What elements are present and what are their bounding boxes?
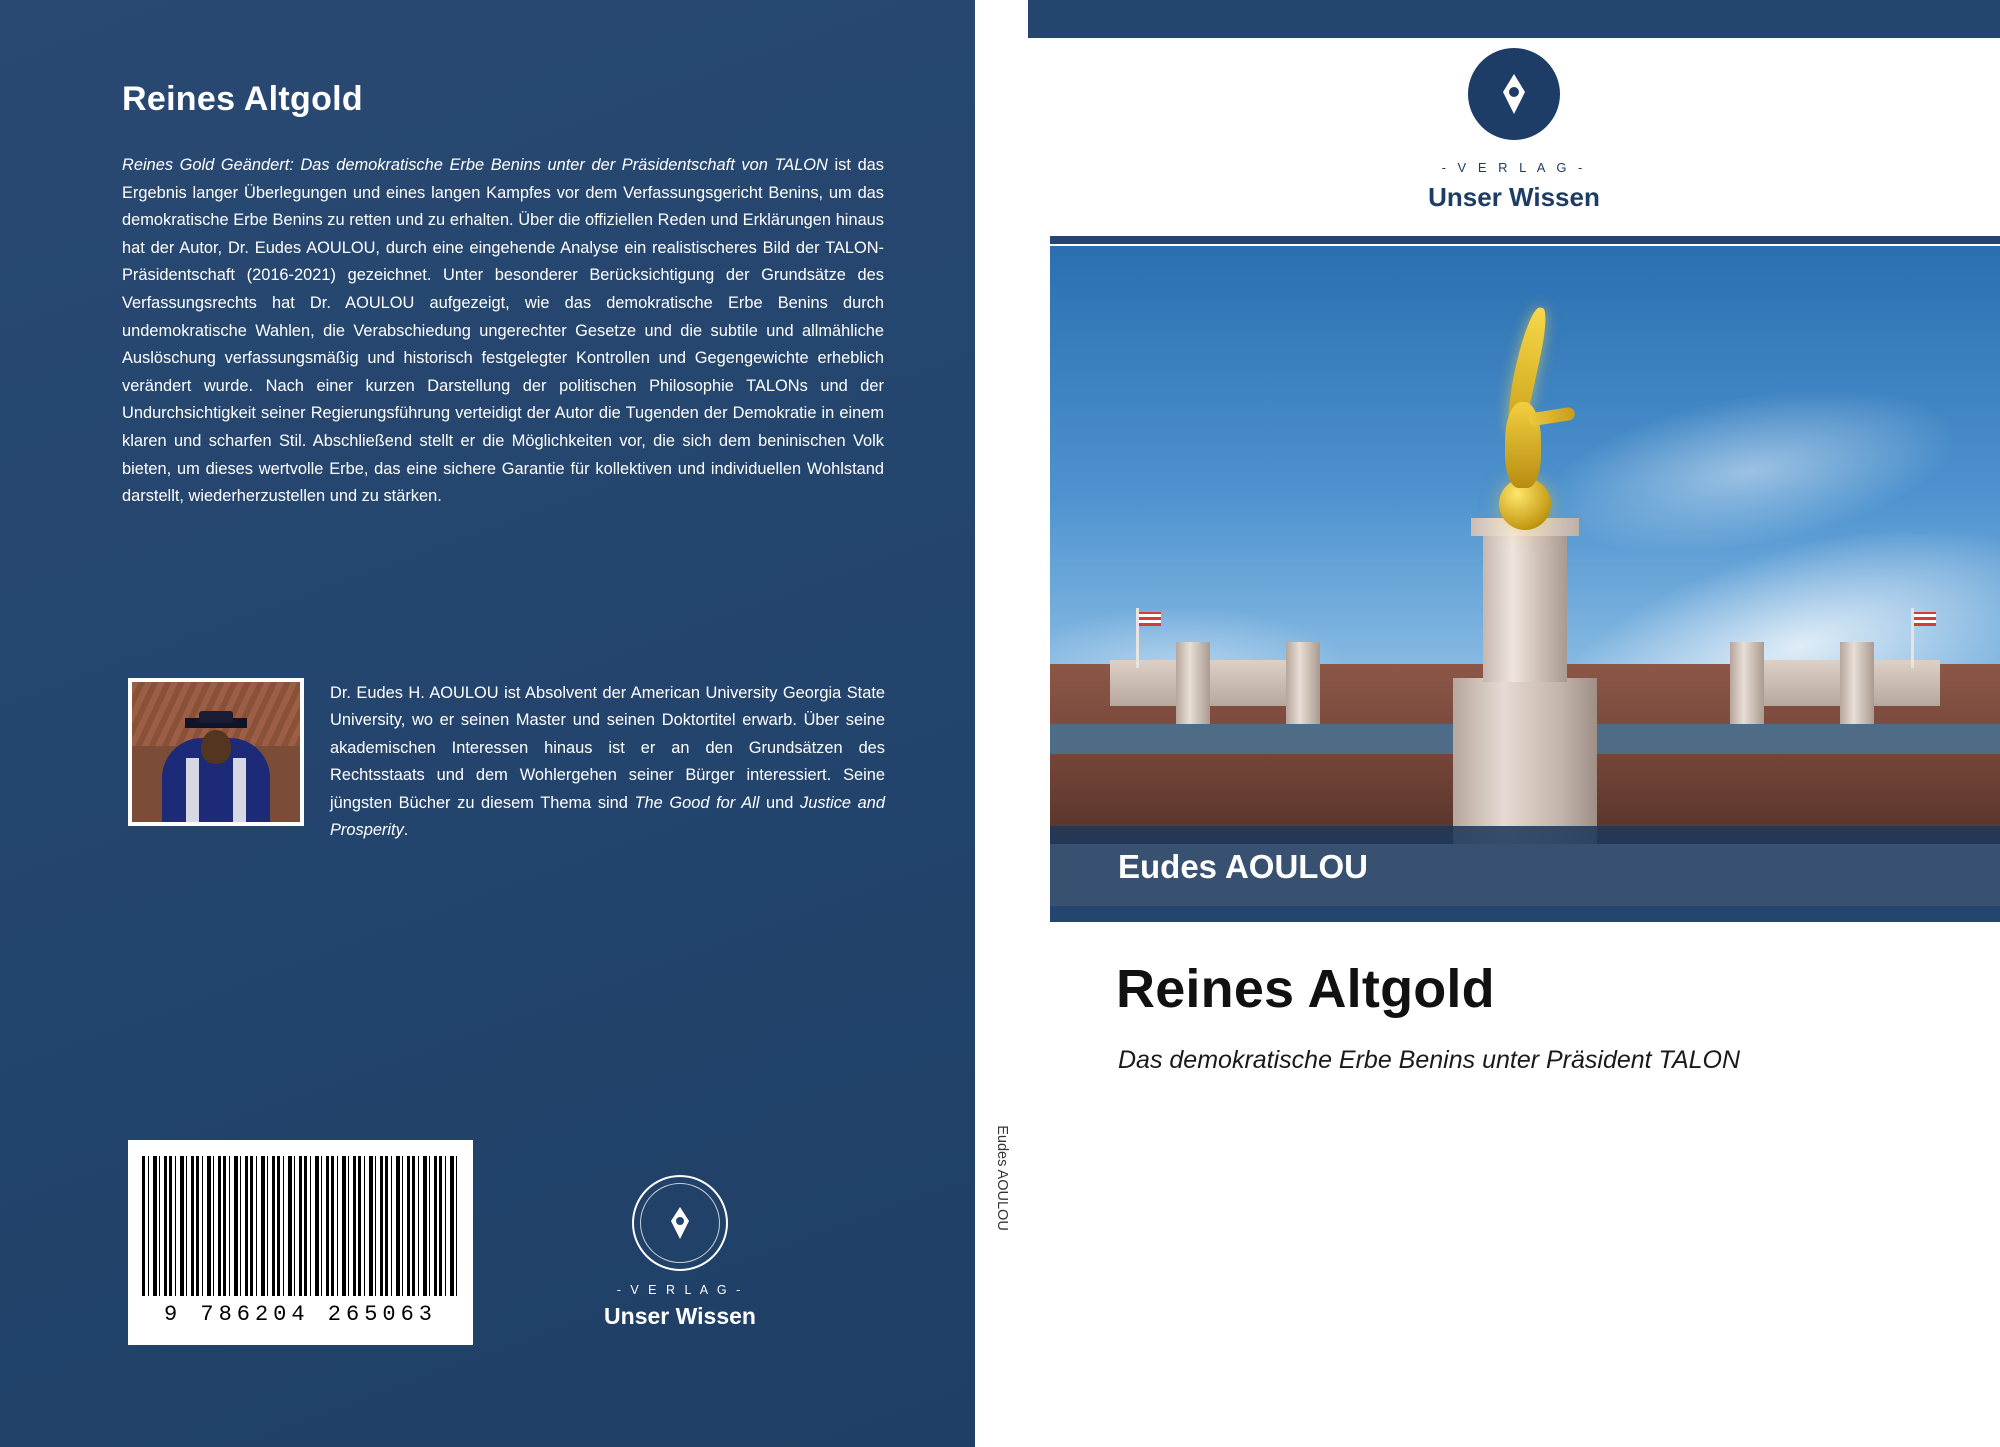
bio-conjunction: und	[759, 793, 801, 812]
front-cover-top-bar	[1028, 0, 2000, 38]
back-cover-title: Reines Altgold	[122, 80, 363, 118]
back-publisher-logo	[600, 1175, 760, 1330]
pillar-3	[1730, 642, 1764, 724]
author-biography	[330, 680, 885, 844]
front-author-band	[1050, 826, 2000, 906]
barcode-bars	[142, 1156, 459, 1296]
bio-book-title-2: Justice and Prosperity	[330, 793, 885, 840]
author-photo-frame	[128, 678, 304, 826]
bio-end: .	[403, 821, 409, 840]
pillar-1	[1176, 642, 1210, 724]
photo-stole-left	[186, 758, 199, 822]
author-photo	[132, 682, 300, 822]
blurb-italic-lead: Reines Gold Geändert: Das demokratische Erbe Benins unter der Präsidentschaft von TALON	[122, 156, 828, 174]
spine-author-name: Eudes AOULOU	[993, 1125, 1010, 1231]
monument-column	[1483, 532, 1567, 682]
golden-angel-statue	[1469, 306, 1581, 526]
front-publisher-verlag-label: - V E R L A G -	[1441, 160, 1587, 175]
publisher-seal-icon	[632, 1175, 728, 1271]
pen-nib-icon	[1468, 48, 1560, 140]
back-cover-blurb	[122, 152, 884, 511]
front-cover-title: Reines Altgold	[1116, 959, 1495, 1019]
photo-cap-top	[199, 711, 233, 723]
back-cover	[0, 0, 975, 1447]
monument-pedestal	[1453, 678, 1597, 844]
front-publisher-name: Unser Wissen	[1428, 182, 1600, 212]
front-publisher-logo	[1028, 48, 2000, 213]
bio-part-1: Dr. Eudes H. AOULOU ist Absolvent der American University Georgia State University, wo er seinen Master und seinen Doktortitel erwarb. Über seine akademischen Interessen hinaus ist er an den Grundsätzen des Rechtsstaats und dem Wohlergehen seiner Bürger interessiert. Seine jüngsten Bücher zu diesem Thema sind	[330, 684, 885, 812]
back-publisher-verlag-label: - V E R L A G -	[616, 1283, 744, 1297]
isbn-barcode	[128, 1140, 473, 1345]
front-band-bottom	[1050, 906, 2000, 922]
pillar-4	[1840, 642, 1874, 724]
back-publisher-name: Unser Wissen	[604, 1303, 756, 1329]
bio-book-title-1: The Good for All	[634, 793, 760, 812]
flag-right	[1911, 608, 1914, 668]
pillar-2	[1286, 642, 1320, 724]
flag-left	[1136, 608, 1139, 668]
cover-photograph	[1050, 246, 2000, 844]
photo-face	[201, 730, 231, 764]
photo-stole-right	[233, 758, 246, 822]
blurb-rest: ist das Ergebnis langer Überlegungen und eines langen Kampfes vor dem Verfassungsgericht Benins, um das demokratische Erbe Benins zu retten und zu erhalten. Über die offiziellen Reden und Erklärungen hinaus hat der Autor, Dr. Eudes AOULOU, durch eine eingehende Analyse ein realistischeres Bild der TALON-Präsidentschaft (2016-2021) gezeichnet. Unter besonderer Berücksichtigung der Grundsätze des Verfassungsrechts hat Dr. AOULOU aufgezeigt, wie das demokratische Erbe Benins durch undemokratische Wahlen, die Verabschiedung ungerechter Gesetze und die subtile und allmähliche Auslöschung verfassungsmäßig und historisch festgelegter Kontrollen und Gegengewichte erheblich verändert wurde. Nach einer kurzen Darstellung der politischen Philosophie TALONs und der Undurchsichtigkeit seiner Regierungsführung verteidigt der Autor die Tugenden der Demokratie in einem klaren und scharfen Stil. Abschließend stellt er die Möglichkeiten vor, die sich dem beninischen Volk bieten, um dieses wertvolle Erbe, das eine sichere Garantie für kollektiven und individuellen Wohlstand darstellt, wiederherzustellen und zu stärken.	[122, 156, 884, 506]
cover-photo-top-band	[1050, 236, 2000, 244]
book-spine	[975, 0, 1028, 1447]
front-author-name: Eudes AOULOU	[1118, 848, 1368, 885]
barcode-number: 9 786204 265063	[163, 1302, 438, 1327]
front-cover-subtitle: Das demokratische Erbe Benins unter Präsident TALON	[1118, 1046, 1741, 1074]
front-cover	[1028, 0, 2000, 1447]
statue-arm	[1528, 406, 1575, 426]
